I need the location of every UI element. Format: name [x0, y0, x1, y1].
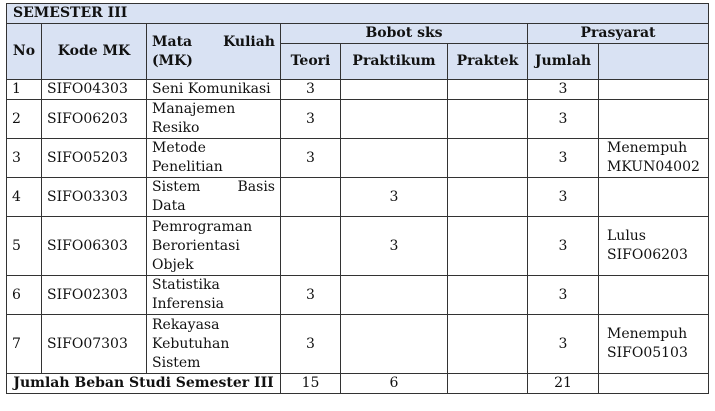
row-praktikum: [341, 315, 448, 374]
mata-kuliah-line: Objek: [152, 256, 194, 273]
row-kode-mk: SIFO06203: [42, 100, 147, 139]
table-row: [7, 100, 709, 139]
prasyarat-line: SIFO06203: [607, 247, 688, 263]
row-prasyarat: [599, 80, 709, 100]
mata-kuliah-line: Pemrograman: [152, 218, 253, 235]
row-mata-kuliah: [147, 315, 281, 374]
row-praktek: [448, 139, 528, 178]
table-row: [7, 217, 709, 276]
mata-kuliah-line: Metode: [152, 140, 206, 156]
row-teori: 3: [281, 315, 341, 374]
row-praktikum: 3: [341, 217, 448, 276]
row-praktikum: [341, 100, 448, 139]
row-prasyarat: [599, 139, 709, 178]
prasyarat-line: Menempuh: [607, 326, 688, 342]
header-jumlah: Jumlah: [528, 44, 599, 80]
header-prasyarat-empty: [599, 44, 709, 80]
row-no: 4: [7, 178, 42, 217]
row-kode-mk: SIFO02303: [42, 276, 147, 315]
mata-kuliah-line: Kebutuhan: [152, 335, 230, 352]
mata-kuliah-line: Sistem: [152, 354, 201, 371]
row-jumlah: 3: [528, 315, 599, 374]
row-teori: 3: [281, 80, 341, 100]
row-praktek: [448, 276, 528, 315]
prasyarat-line: SIFO05103: [607, 345, 688, 361]
row-kode-mk: SIFO03303: [42, 178, 147, 217]
row-jumlah: 3: [528, 139, 599, 178]
row-prasyarat: [599, 217, 709, 276]
header-kode-mk: Kode MK: [42, 24, 147, 80]
row-mata-kuliah: [147, 80, 281, 100]
row-no: 2: [7, 100, 42, 139]
row-no: 7: [7, 315, 42, 374]
header-mk-word1: Mata: [152, 33, 193, 50]
row-praktikum: [341, 80, 448, 100]
row-praktek: [448, 178, 528, 217]
row-kode-mk: SIFO04303: [42, 80, 147, 100]
row-no: 6: [7, 276, 42, 315]
row-teori: [281, 217, 341, 276]
row-prasyarat: [599, 276, 709, 315]
mata-kuliah-line: Penelitian: [152, 159, 223, 175]
mata-kuliah-line: Rekayasa: [152, 316, 220, 333]
curriculum-table-wrapper: [6, 3, 709, 394]
mata-kuliah-line: Data: [152, 198, 186, 214]
row-mata-kuliah: [147, 139, 281, 178]
footer-praktikum: 6: [341, 374, 448, 394]
row-mata-kuliah: [147, 276, 281, 315]
prasyarat-line: MKUN04002: [607, 159, 700, 175]
footer-label: Jumlah Beban Studi Semester III: [7, 374, 281, 394]
row-jumlah: 3: [528, 276, 599, 315]
mata-kuliah-line: Resiko: [152, 120, 200, 136]
table-row: [7, 178, 709, 217]
row-praktek: [448, 100, 528, 139]
row-teori: 3: [281, 276, 341, 315]
prasyarat-line: Lulus: [607, 228, 646, 244]
row-prasyarat: [599, 178, 709, 217]
row-jumlah: 3: [528, 80, 599, 100]
semester-table: [6, 3, 709, 394]
row-teori: 3: [281, 100, 341, 139]
semester-title: SEMESTER III: [7, 4, 709, 24]
table-row: [7, 80, 709, 100]
row-no: 1: [7, 80, 42, 100]
header-mk-word2: Kuliah: [223, 33, 275, 50]
mata-kuliah-line: Berorientasi: [152, 237, 240, 254]
row-praktikum: [341, 139, 448, 178]
table-body: [7, 80, 709, 374]
header-mata-kuliah: [147, 24, 281, 80]
mata-kuliah-line: Manajemen: [152, 101, 236, 117]
row-praktek: [448, 217, 528, 276]
mata-kuliah-line: Sistem Basis: [152, 179, 275, 195]
row-praktek: [448, 315, 528, 374]
footer-prasyarat: [599, 374, 709, 394]
row-teori: [281, 178, 341, 217]
row-kode-mk: SIFO05203: [42, 139, 147, 178]
row-no: 3: [7, 139, 42, 178]
row-praktikum: 3: [341, 178, 448, 217]
footer-jumlah: 21: [528, 374, 599, 394]
row-mata-kuliah: [147, 217, 281, 276]
row-jumlah: 3: [528, 217, 599, 276]
mata-kuliah-line: Seni Komunikasi: [152, 81, 271, 97]
prasyarat-line: Menempuh: [607, 140, 688, 156]
table-row: [7, 315, 709, 374]
row-mata-kuliah: [147, 178, 281, 217]
mata-kuliah-line: Inferensia: [152, 296, 225, 312]
row-no: 5: [7, 217, 42, 276]
header-bobot-sks: Bobot sks: [281, 24, 528, 44]
row-prasyarat: [599, 100, 709, 139]
footer-praktek: [448, 374, 528, 394]
header-prasyarat: Prasyarat: [528, 24, 709, 44]
header-teori: Teori: [281, 44, 341, 80]
row-prasyarat: [599, 315, 709, 374]
row-mata-kuliah: [147, 100, 281, 139]
table-row: [7, 139, 709, 178]
row-praktek: [448, 80, 528, 100]
row-kode-mk: SIFO07303: [42, 315, 147, 374]
row-jumlah: 3: [528, 100, 599, 139]
header-mk-line2: (MK): [152, 52, 193, 69]
footer-teori: 15: [281, 374, 341, 394]
table-row: [7, 276, 709, 315]
row-praktikum: [341, 276, 448, 315]
header-praktek: Praktek: [448, 44, 528, 80]
row-teori: 3: [281, 139, 341, 178]
row-kode-mk: SIFO06303: [42, 217, 147, 276]
header-no: No: [7, 24, 42, 80]
mata-kuliah-line: Statistika: [152, 277, 220, 293]
header-praktikum: Praktikum: [341, 44, 448, 80]
footer-row: [7, 374, 709, 394]
row-jumlah: 3: [528, 178, 599, 217]
